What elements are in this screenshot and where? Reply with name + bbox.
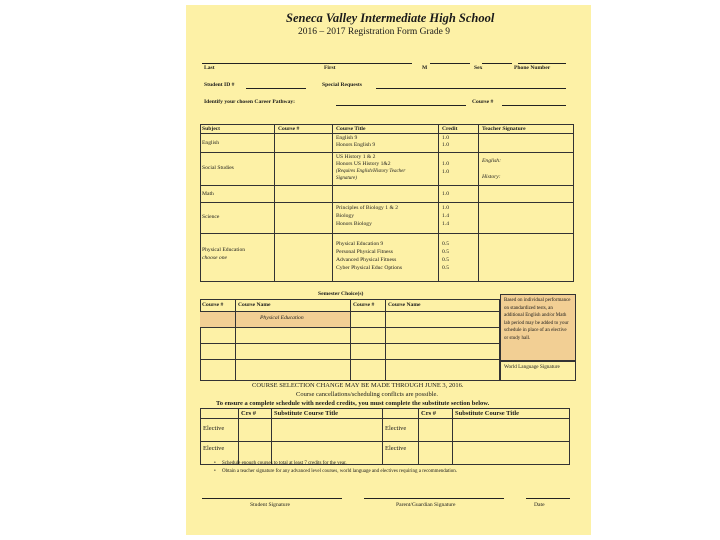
name-underline	[202, 63, 412, 64]
semester-header-course-number: Course #	[202, 302, 224, 308]
header-course-number: Course #	[278, 126, 300, 132]
elective-label: Elective	[203, 425, 225, 432]
course-title: Honors English 9	[336, 142, 376, 148]
elective-label: Elective	[385, 445, 407, 452]
school-name: Seneca Valley Intermediate High School	[286, 11, 495, 25]
subject-english: English	[202, 140, 220, 146]
course-title: English 9	[336, 135, 358, 141]
credit-value: 1.0	[442, 142, 449, 148]
change-deadline-notice: COURSE SELECTION CHANGE MAY BE MADE THROUGH JUNE 3, 2016.	[252, 382, 464, 389]
subject-note: choose one	[202, 255, 228, 261]
career-pathway-label: Identify your chosen Career Pathway:	[204, 99, 296, 105]
english-signature-label: English:	[482, 158, 501, 164]
mi-underline	[430, 63, 470, 64]
credit-value: 0.5	[442, 257, 449, 263]
sub-header-title: Substitute Course Title	[455, 410, 520, 417]
credit-value: 1.0	[442, 161, 449, 167]
bullet-text: Schedule enough courses to total at least 7 credits for the year.	[222, 461, 347, 466]
course-note: Signature)	[336, 176, 357, 181]
sub-header-title: Substitute Course Title	[274, 410, 339, 417]
header-teacher-signature: Teacher Signature	[482, 126, 526, 132]
credit-value: 1.0	[442, 191, 449, 197]
last-name-label: Last	[204, 65, 215, 71]
course-title: US History 1 & 2	[336, 154, 376, 160]
first-name-label: First	[324, 65, 336, 71]
form-title: 2016 – 2017 Registration Form Grade 9	[298, 27, 450, 37]
student-signature-label: Student Signature	[250, 502, 290, 508]
course-title: Personal Physical Fitness	[336, 249, 393, 255]
sex-underline	[482, 63, 512, 64]
course-title: Principles of Biology 1 & 2	[336, 205, 398, 211]
pe-shaded-cell	[200, 311, 235, 327]
header-subject: Subject	[202, 126, 221, 132]
semester-header-course-number: Course #	[353, 302, 375, 308]
credit-value: 1.4	[442, 213, 449, 219]
semester-header-course-name: Course Name	[238, 302, 271, 308]
date-line[interactable]	[526, 498, 570, 499]
sub-header-crs: Crs #	[421, 410, 436, 417]
pe-label: Physical Education	[260, 315, 304, 321]
student-id-label: Student ID #	[204, 82, 235, 88]
semester-title: Semester Choice(s)	[318, 291, 364, 297]
parent-signature-label: Parent/Guardian Signature	[396, 502, 456, 508]
registration-form	[186, 5, 591, 535]
bullet-text: Obtain a teacher signature for any advanced level courses, world language and electives requiring a recommendation.	[222, 469, 458, 474]
parent-signature-line[interactable]	[364, 498, 504, 499]
world-language-signature[interactable]: World Language Signature	[500, 361, 576, 381]
subject-physical-education: Physical Education	[202, 247, 246, 253]
credit-value: 1.0	[442, 135, 449, 141]
history-signature-label: History:	[482, 174, 501, 180]
credit-value: 1.0	[442, 205, 449, 211]
course-number-field[interactable]	[502, 105, 566, 106]
credit-value: 0.5	[442, 241, 449, 247]
credit-value: 0.5	[442, 265, 449, 271]
phone-label: Phone Number	[514, 65, 551, 71]
special-requests-label: Special Requests	[322, 82, 362, 88]
semester-header-course-name: Course Name	[388, 302, 421, 308]
sub-header-crs: Crs #	[241, 410, 256, 417]
elective-label: Elective	[385, 425, 407, 432]
student-id-field[interactable]	[246, 88, 306, 89]
elective-label: Elective	[203, 445, 225, 452]
student-signature-line[interactable]	[202, 498, 342, 499]
credit-value: 1.4	[442, 221, 449, 227]
date-label: Date	[534, 502, 545, 508]
subject-social-studies: Social Studies	[202, 165, 234, 171]
subject-science: Science	[202, 214, 220, 220]
phone-underline	[518, 63, 566, 64]
header-credit: Credit	[442, 126, 458, 132]
lab-period-note: Based on individual performance on standardized tests, an additional English and/or Math lab period may be added to your schedule in place of an elective or study hall.	[500, 294, 576, 361]
header-course-title: Course Title	[336, 126, 366, 132]
course-number-label: Course #	[472, 99, 494, 105]
cancellation-notice: Course cancellations/scheduling conflicts are possible.	[296, 391, 439, 398]
substitute-instructions: To ensure a complete schedule with needed credits, you must complete the substitute section below.	[216, 400, 490, 407]
credit-value: 1.0	[442, 169, 449, 175]
course-title: Honors US History 1&2	[336, 161, 391, 167]
course-title: Physical Education 9	[336, 241, 384, 247]
special-requests-field[interactable]	[376, 88, 566, 89]
course-title: Advanced Physical Fitness	[336, 257, 397, 263]
career-pathway-field[interactable]	[336, 105, 466, 106]
bullet-icon: •	[214, 469, 216, 474]
credit-value: 0.5	[442, 249, 449, 255]
course-title: Cyber Physical Educ Options	[336, 265, 403, 271]
course-title: Biology	[336, 213, 355, 219]
sex-label: Sex	[474, 65, 483, 71]
course-note: (Requires English/History Teacher	[336, 169, 406, 174]
middle-initial-label: M	[422, 65, 428, 71]
subject-math: Math	[202, 191, 214, 197]
bullet-icon: •	[214, 461, 216, 466]
course-title: Honors Biology	[336, 221, 372, 227]
